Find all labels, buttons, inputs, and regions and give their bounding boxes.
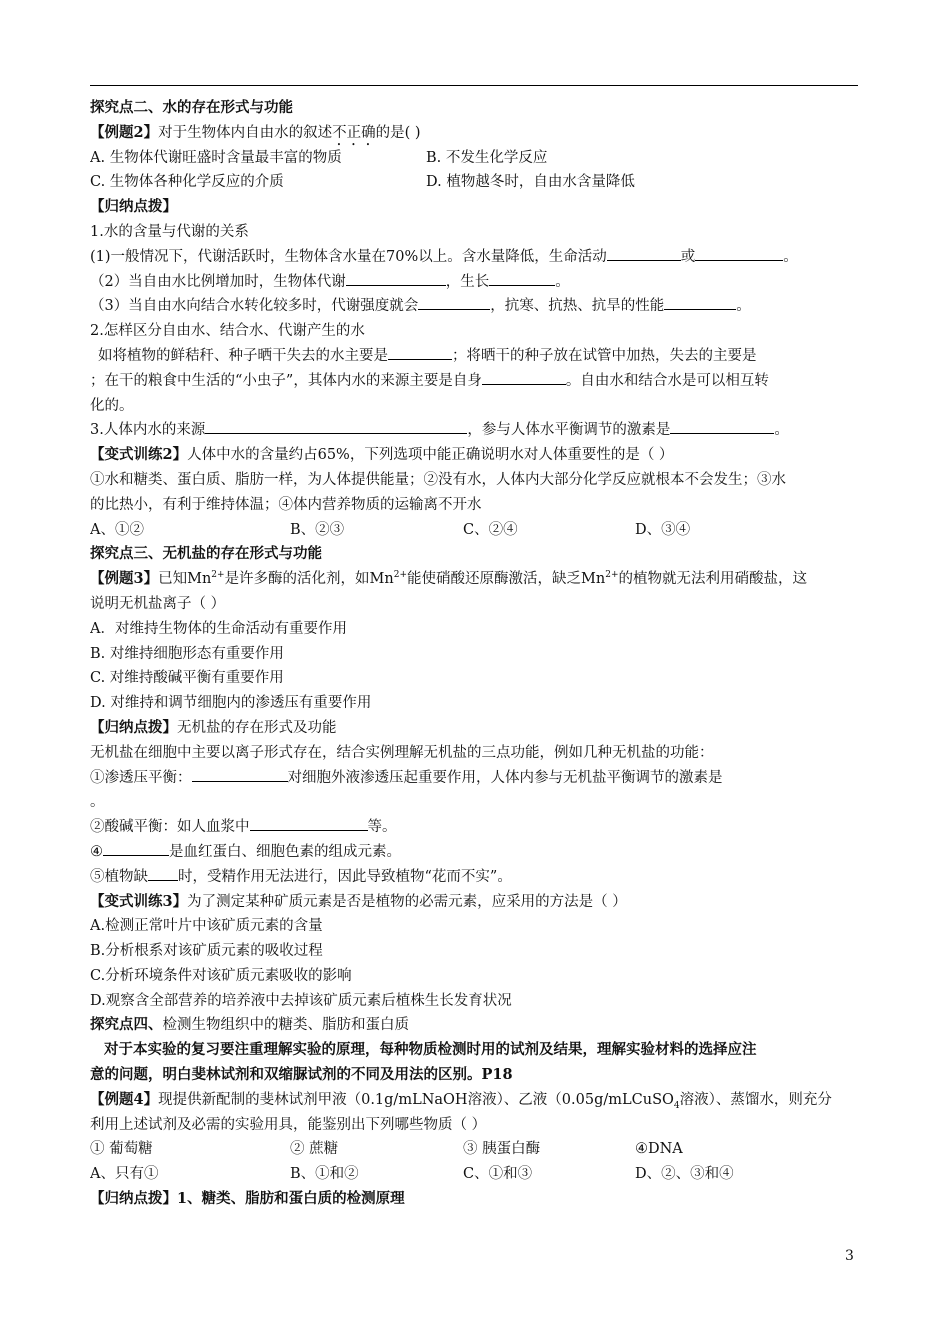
p2-line1: 如将植物的鲜秸秆、种子晒干失去的水主要是 ；将晒干的种子放在试管中加热，失去的主要是 [90,344,860,369]
section4-heading: 探究点四、检测生物组织中的糖类、脂肪和蛋白质 [90,1016,409,1034]
p1-line2: （2）当自由水比例增加时，生物体代谢 ，生长 。 [90,270,860,295]
section4-note-line2: 意的问题，明白斐林试剂和双缩脲试剂的不同及用法的区别。P18 [90,1066,513,1084]
blank [192,766,288,782]
example3-opt-c: C. 对维持酸碱平衡有重要作用 [90,670,284,687]
p2-line2: ；在干的粮食中生活的“小虫子”，其体内水的来源主要是自身 。自由水和结合水是可以相互转 [90,369,860,394]
summary3-title: 【归纳点拨】无机盐的存在形式及功能 [90,718,337,736]
example3-opt-a: A．对维持生物体的生命活动有重要作用 [90,620,347,637]
blank [664,294,736,310]
page-number: 3 [845,1248,854,1264]
blank [346,270,446,286]
blank [670,418,774,434]
train3-opt-d: D.观察含全部营养的培养液中去掉该矿质元素后植株生长发育状况 [90,992,512,1009]
section4-note-line1: 对于本实验的复习要注重理解实验的原理，每种物质检测时用的试剂及结果，理解实验材料的选择应注 [104,1041,757,1059]
p2-title: 2.怎样区分自由水、结合水、代谢产生的水 [90,323,365,340]
p1-title: 1.水的含量与代谢的关系 [90,223,249,240]
p1-line3: （3）当自由水向结合水转化较多时，代谢强度就会 ，抗寒、抗热、抗旱的性能 。 [90,294,860,319]
header-rule [90,85,858,86]
blank [388,344,452,360]
blank [489,270,555,286]
p2-line3: 化的。 [90,397,134,414]
train3-opt-c: C.分析环境条件对该矿质元素吸收的影响 [90,967,352,984]
summary2-label: 【归纳点拨】 [90,198,177,216]
page-content [90,96,860,1212]
blank [607,245,681,261]
example4-items: ① 葡萄糖 ② 蔗糖 ③ 胰蛋白酶 ④DNA [90,1141,683,1158]
summary3-line3: 。 [90,794,105,811]
blank [205,418,467,434]
train3-question: 【变式训练3】为了测定某种矿质元素是否是植物的必需元素，应采用的方法是（ ） [90,892,627,910]
example4-line2: 利用上述试剂及必需的实验用具，能鉴别出下列哪些物质（ ） [90,1116,487,1133]
train3-opt-b: B.分析根系对该矿质元素的吸收过程 [90,943,323,960]
blank [103,840,169,856]
section3-heading: 探究点三、无机盐的存在形式与功能 [90,545,322,563]
train2-line1: ①水和糖类、蛋白质、脂肪一样，为人体提供能量；②没有水，人体内大部分化学反应就根本不会发生；③水 [90,471,786,488]
summary4-title: 【归纳点拨】1、糖类、脂肪和蛋白质的检测原理 [90,1190,405,1208]
summary3-line4: ②酸碱平衡：如人血浆中 等。 [90,815,860,840]
blank [695,245,783,261]
blank [250,815,368,831]
example4-line1: 【例题4】现提供新配制的斐林试剂甲液（0.1g/mLNaOH溶液）、乙液（0.05g/mLCuSO$_4$溶液）、蒸馏水，则充分 [90,1090,832,1111]
example3-opt-d: D. 对维持和调节细胞内的渗透压有重要作用 [90,695,372,712]
example3-line2: 说明无机盐离子（ ） [90,595,226,612]
example2-options-ab: A. 生物体代谢旺盛时含量最丰富的物质 B. 不发生化学反应 [90,149,548,166]
example3-line1: 【例题3】已知$Mn^{2+}$是许多酶的活化剂，如$Mn^{2+}$能使硝酸还原酶激活，缺乏$Mn^{2+}$的植物就无法利用硝酸盐，这 [90,570,807,588]
summary3-line6: ⑤植物缺 时，受精作用无法进行，因此导致植物“花而不实”。 [90,865,860,890]
example2-question: 【例题2】对于生物体内自由水的叙述不正确的是( ) [90,123,421,141]
summary3-line5: ④ 是血红蛋白、细胞色素的组成元素。 [90,840,860,865]
example4-options: A、只有① B、①和② C、①和③ D、②、③和④ [90,1166,734,1183]
section2-heading: 探究点二、水的存在形式与功能 [90,99,293,116]
summary3-line1: 无机盐在细胞中主要以离子形式存在，结合实例理解无机盐的三点功能，例如几种无机盐的功能： [90,744,714,761]
train3-opt-a: A.检测正常叶片中该矿质元素的含量 [90,918,323,935]
train2-question: 【变式训练2】人体中水的含量约占65%，下列选项中能正确说明水对人体重要性的是（ ） [90,446,674,464]
example3-opt-b: B. 对维持细胞形态有重要作用 [90,645,284,662]
example2-options-cd: C. 生物体各种化学反应的介质 D. 植物越冬时，自由水含量降低 [90,174,635,191]
train2-line2: 的比热小，有利于维持体温；④体内营养物质的运输离不开水 [90,496,482,513]
summary3-line2: ①渗透压平衡： 对细胞外液渗透压起重要作用，人体内参与无机盐平衡调节的激素是 [90,766,860,791]
blank [418,294,490,310]
blank [148,865,178,881]
p1-line1: (1)一般情况下，代谢活跃时，生物体含水量在70%以上。含水量降低，生命活动 或 。 [90,245,860,270]
p3-line: 3.人体内水的来源 ，参与人体水平衡调节的激素是 。 [90,418,860,443]
train2-options: A、①② B、②③ C、②④ D、③④ [90,521,691,538]
blank [482,369,566,385]
